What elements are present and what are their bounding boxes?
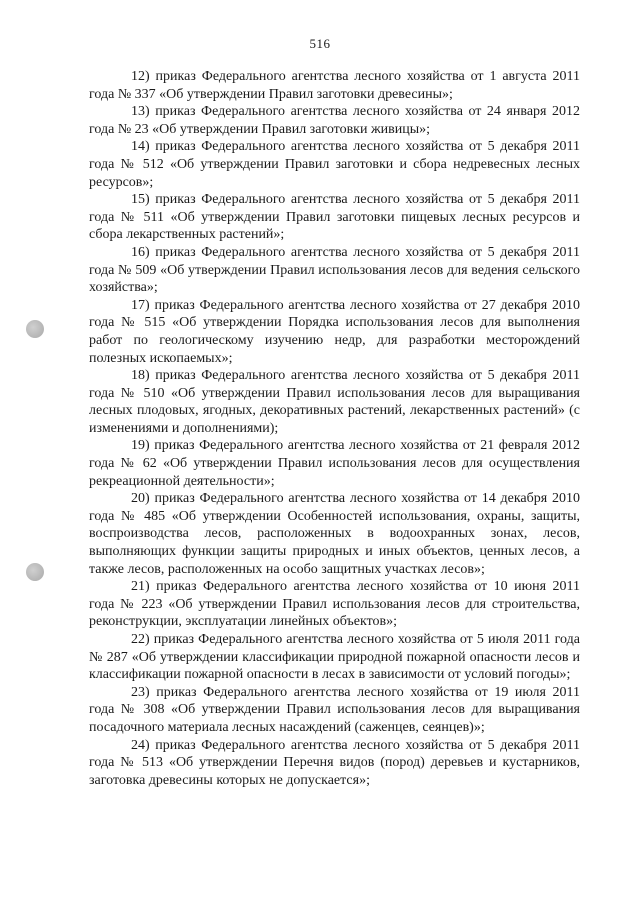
list-item: 20) приказ Федерального агентства лесного хозяйства от 14 декабря 2010 года № 485 «Об утверждении Особенностей использования, охраны, защиты, воспроизводства лесов, расположенных в водоохранных зонах, лесов, выполняющих функции защиты природных и иных объектов, ценных лесов, а также лесов, расположенных на особо защитных участках лесов»;	[89, 491, 580, 577]
list-item: 13) приказ Федерального агентства лесного хозяйства от 24 января 2012 года № 23 «Об утверждении Правил заготовки живицы»;	[89, 104, 580, 137]
list-item: 12) приказ Федерального агентства лесного хозяйства от 1 августа 2011 года № 337 «Об утверждении Правил заготовки древесины»;	[89, 69, 580, 102]
list-item: 14) приказ Федерального агентства лесного хозяйства от 5 декабря 2011 года № 512 «Об утверждении Правил заготовки и сбора недревесных лесных ресурсов»;	[89, 139, 580, 190]
punch-hole-top	[26, 320, 44, 338]
list-item: 21) приказ Федерального агентства лесного хозяйства от 10 июня 2011 года № 223 «Об утверждении Правил использования лесов для строительства, реконструкции, эксплуатации линейных объектов»;	[89, 579, 580, 630]
list-item: 17) приказ Федерального агентства лесного хозяйства от 27 декабря 2010 года № 515 «Об утверждении Порядка использования лесов для выполнения работ по геологическому изучению недр, для разработки месторождений полезных ископаемых»;	[89, 297, 580, 366]
list-item: 15) приказ Федерального агентства лесного хозяйства от 5 декабря 2011 года № 511 «Об утверждении Правил заготовки пищевых лесных ресурсов и сбора лекарственных растений»;	[89, 192, 580, 243]
list-item: 18) приказ Федерального агентства лесного хозяйства от 5 декабря 2011 года № 510 «Об утверждении Правил использования лесов для выращивания лесных плодовых, ягодных, декоративных растений, лекарственных растений» (с изменениями и дополнениями);	[89, 368, 580, 436]
list-item: 16) приказ Федерального агентства лесного хозяйства от 5 декабря 2011 года № 509 «Об утверждении Правил использования лесов для ведения сельского хозяйства»;	[89, 244, 580, 296]
page-number: 516	[309, 36, 331, 51]
list-item: 19) приказ Федерального агентства лесного хозяйства от 21 февраля 2012 года № 62 «Об утверждении Правил использования лесов для осуществления рекреационной деятельности»;	[89, 438, 580, 489]
list-item: 22) приказ Федерального агентства лесного хозяйства от 5 июля 2011 года № 287 «Об утверждении классификации природной пожарной опасности лесов и классификации пожарной опасности в лесах в зависимости от условий погоды»;	[89, 632, 580, 683]
list-item: 23) приказ Федерального агентства лесного хозяйства от 19 июля 2011 года № 308 «Об утверждении Правил использования лесов для выращивания посадочного материала лесных насаждений (саженцев, сеянцев)»;	[89, 684, 580, 735]
document-body	[89, 68, 580, 789]
punch-hole-bottom	[26, 563, 44, 581]
list-item: 24) приказ Федерального агентства лесного хозяйства от 5 декабря 2011 года № 513 «Об утверждении Перечня видов (пород) деревьев и кустарников, заготовка древесины которых не допускается»;	[89, 737, 580, 788]
